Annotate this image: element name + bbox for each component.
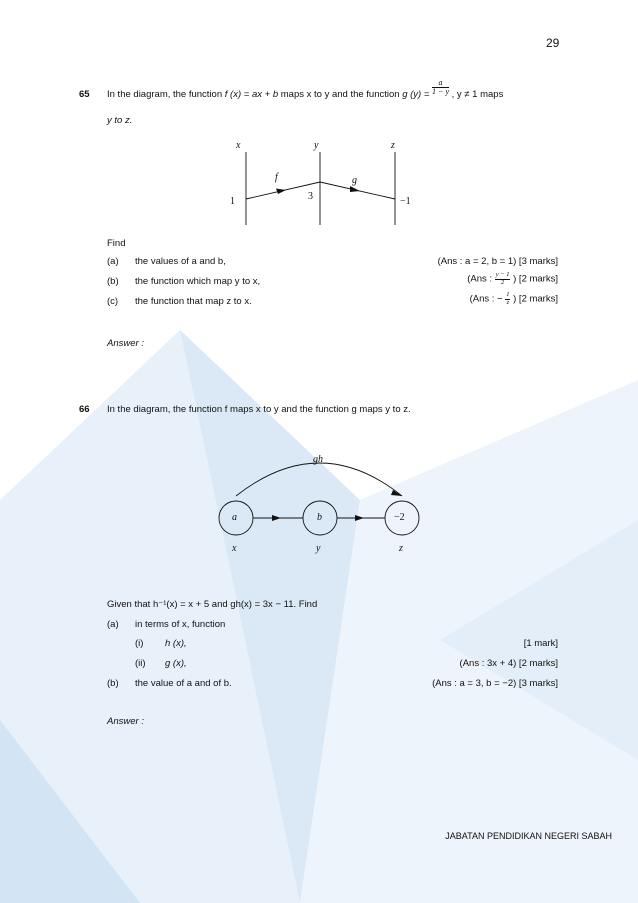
- q65-g-numerator: a: [432, 79, 449, 88]
- q66-part-b-text: the value of a and of b.: [135, 678, 232, 689]
- q66-part-a-text: in terms of x, function: [135, 619, 226, 630]
- q66-node-c: −2: [394, 512, 405, 523]
- q66-part-b-label: (b): [107, 678, 119, 689]
- q65-label-y: y: [314, 140, 319, 151]
- q65-label-x: x: [236, 140, 241, 151]
- q65-part-c-text: the function that map z to x.: [135, 296, 252, 307]
- q65-part-a-text: the values of a and b,: [135, 256, 226, 267]
- q65-text-2: maps x to y and the function: [280, 89, 400, 100]
- footer-department: JABATAN PENDIDIKAN NEGERI SABAH: [445, 831, 612, 841]
- q65-part-c-numerator: 1: [506, 291, 510, 298]
- q65-part-b-numerator: y − 1: [495, 271, 510, 278]
- q66-part-a-i-answer: [1 mark]: [523, 638, 558, 649]
- q66-intro: In the diagram, the function f maps x to y and the function g maps y to z.: [107, 404, 411, 415]
- q66-answer-label: Answer :: [107, 716, 144, 727]
- q65-part-c-ans-post: ) [2 marks]: [513, 293, 558, 305]
- q66-node-a: a: [232, 512, 237, 523]
- q66-label-y: y: [316, 543, 321, 554]
- q65-f-definition: f (x) = ax + b: [224, 89, 279, 100]
- q65-g-condition: , y ≠ 1 maps: [451, 89, 504, 100]
- q65-part-b-ans-post: ) [2 marks]: [513, 273, 558, 285]
- q65-g-lhs: g (y) =: [402, 89, 430, 100]
- q66-part-b-answer: (Ans : a = 3, b = −2) [3 marks]: [432, 678, 558, 689]
- q66-label-x: x: [232, 543, 237, 554]
- q66-part-a-ii-text: g (x),: [165, 658, 187, 669]
- q65-part-b-text: the function which map y to x,: [135, 276, 261, 287]
- q66-given: Given that h⁻¹(x) = x + 5 and gh(x) = 3x − 11. Find: [107, 599, 318, 610]
- q65-part-b-ans-pre: (Ans :: [467, 273, 493, 285]
- q65-number: 65: [79, 89, 90, 100]
- q65-find: Find: [107, 238, 126, 249]
- q65-value-1: 1: [230, 196, 235, 207]
- q65-part-c-label: (c): [107, 296, 119, 307]
- q66-arc-gh-head: [391, 490, 402, 496]
- page-number: 29: [546, 36, 560, 50]
- q65-value-3: 3: [308, 191, 313, 202]
- q66-label-gh: gh: [313, 454, 323, 465]
- q65-part-c-ans-pre: (Ans : −: [469, 293, 503, 305]
- q65-part-b-label: (b): [107, 276, 119, 287]
- q66-arc-gh: [236, 463, 402, 496]
- q65-answer-label: Answer :: [107, 338, 144, 349]
- q65-part-b-denominator: 2: [500, 278, 505, 286]
- q65-g-denominator: 1 − y: [432, 86, 449, 96]
- q66-part-a-label: (a): [107, 619, 119, 630]
- q65-part-c-denominator: z: [506, 298, 510, 306]
- q66-part-a-ii-answer: (Ans : 3x + 4) [2 marks]: [459, 658, 558, 669]
- q65-part-a-label: (a): [107, 256, 119, 267]
- q66-part-a-i-label: (i): [135, 638, 144, 649]
- q65-part-a-answer: (Ans : a = 2, b = 1) [3 marks]: [437, 256, 558, 267]
- q66-label-z: z: [399, 543, 403, 554]
- q66-arrow-1-head: [272, 515, 281, 521]
- q66-part-a-ii-label: (ii): [135, 658, 146, 669]
- q65-line2: y to z.: [107, 115, 133, 126]
- q66-part-a-i-text: h (x),: [165, 638, 187, 649]
- q65-label-f: f: [275, 172, 278, 183]
- q66-number: 66: [79, 404, 90, 415]
- q65-value-neg1: −1: [400, 196, 411, 207]
- q65-label-g: g: [352, 175, 357, 186]
- q65-label-z: z: [391, 140, 395, 151]
- q66-arrow-2-head: [355, 515, 364, 521]
- q66-node-b: b: [317, 512, 322, 523]
- q65-text-1: In the diagram, the function: [107, 89, 223, 100]
